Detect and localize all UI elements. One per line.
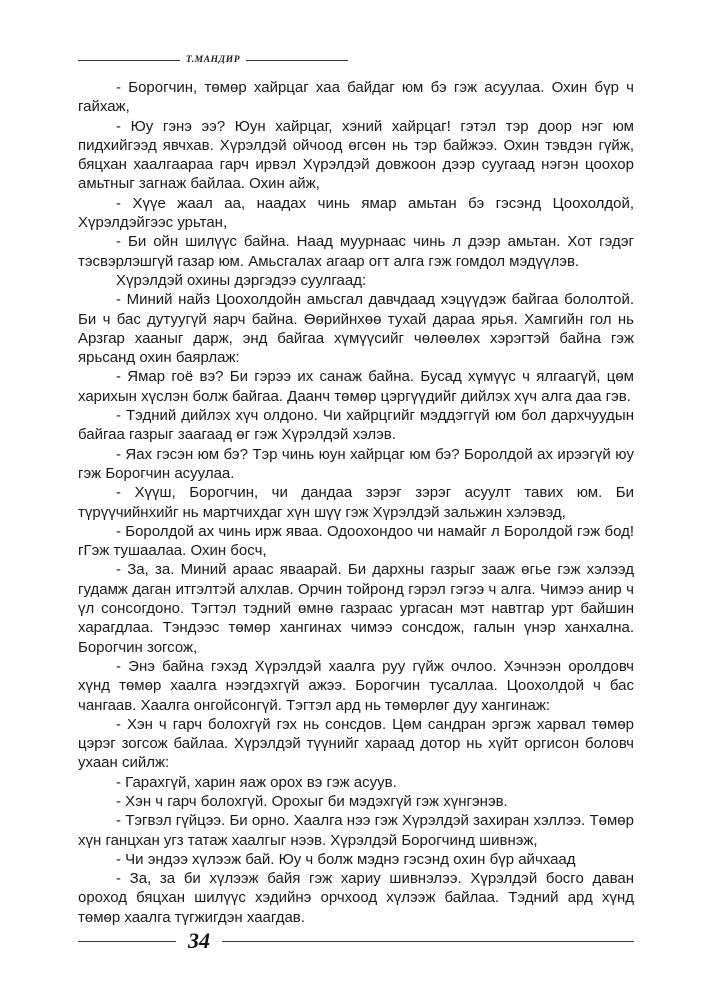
paragraph: Хүрэлдэй охины дэргэдээ суулгаад: (116, 271, 367, 289)
footer-rule-left (78, 941, 176, 942)
header-author: Т.МАНДИР (185, 55, 241, 65)
paragraph: - За, за. Миний араас яваарай. Би дархны газрыг зааж өгье гэж хэлээд гудамж даган итгэлтэй алхлав. Орчин тойронд гэрэл гэгээ ч алга. Чимээ анир ч үл сонсогдоно. Тэгтэл тэдний өмнө газраас ургасан мэт навтгар урт байшин харагдлаа. Тэндээс төмөр хангинах чимээ сонсдож, галын үнэр ханхална. Борогчин зогсож, (78, 561, 634, 656)
paragraph: - Юу гэнэ ээ? Юун хайрцаг, хэний хайрцаг! гэтэл тэр доор нэг юм пидхийгээд явчхав. Хүрэлдэй ойчоод өгсөн нь тэр байжээ. Охин тэвдэн гүйж, бяцхан хаалгаараа гарч ирвэл Хүрэлдэй довжоон дээр суугаад нэгэн цоохор амьтныг загнаж байлаа. Охин айж, (78, 117, 634, 193)
header-rule-left (78, 60, 180, 61)
paragraph: - Гарахгүй, харин яаж орох вэ гэж асуув. (116, 773, 397, 791)
paragraph: - Хүүе жаал аа, наадах чинь ямар амьтан бэ гэсэнд Цоохолдой, Хүрэлдэйгээс урьтан, (78, 194, 634, 232)
paragraph: - Боролдой ах чинь ирж яваа. Одоохондоо чи намайг л Боролдой гэж бод! гГэж тушаалаа. Охин босч, (78, 522, 634, 560)
paragraph: - Тэгвэл гүйцээ. Би орно. Хаалга нээ гэж Хүрэлдэй захиран хэллээ. Төмөр хүн ганцхан угз татаж хаалгыг нээв. Хүрэлдэй Борогчинд шивнэж, (78, 812, 634, 849)
running-header (78, 52, 348, 68)
paragraph: - Миний найз Цоохолдойн амьсгал давчдаад хэцүүдэж байгаа бололтой. Би ч бас дутуугүй яарч байна. Өөрийнхөө тухай дараа ярья. Хамгийн гол нь Арзгар хааныг дарж, энд байгаа хүмүүсийг чөлөөлөх хэрэгтэй байна гэж ярьсанд охин баярлаж: (78, 291, 634, 367)
paragraph: - Хэн ч гарч болохгүй. Орохыг би мэдэхгүй гэж хүнгэнэв. (116, 792, 508, 810)
paragraph: - Би ойн шилүүс байна. Наад муурнаас чинь л дээр амьтан. Хот гэдэг тэсвэрлэшгүй газар юм. Амьсгалах агаар огт алга гэж гомдол мэдүүлэв. (78, 233, 634, 270)
paragraph: - Хүүш, Борогчин, чи дандаа зэрэг зэрэг асуулт тавих юм. Би түрүүчийнхийг нь мартчихдаг хүн шүү гэж Хүрэлдэй зальжин хэлэвэд, (78, 484, 634, 521)
header-rule-right (246, 60, 348, 61)
paragraph: - Чи эндээ хүлээж бай. Юу ч болж мэднэ гэсэнд охин бүр айчхаад (116, 850, 576, 868)
paragraph: - Хэн ч гарч болохгүй гэх нь сонсдов. Цөм сандран эргэж харвал төмөр цэрэг зогсож байлаа. Хүрэлдэй түүнийг хараад дотор нь хүйт оргисон боловч ухаан сийлж: (78, 715, 634, 772)
paragraph: - Ямар гоё вэ? Би гэрээ их санаж байна. Бусад хүмүүс ч ялгаагүй, цөм харихын хүслэн болж байгаа. Даанч төмөр цэргүүдийг дийлэх хүч алга даа гэв. (78, 368, 634, 405)
paragraph: - Тэдний дийлэх хүч олдоно. Чи хайрцгийг мэддэггүй юм бол дархчуудын байгаа газрыг заагаад өг гэж Хүрэлдэй хэлэв. (78, 407, 634, 444)
body-text (78, 78, 634, 927)
page-footer (78, 928, 634, 954)
paragraph: - Борогчин, төмөр хайрцаг хаа байдаг юм бэ гэж асуулаа. Охин бүр ч гайхаж, (78, 79, 634, 116)
paragraph: - За, за би хүлээж байя гэж хариу шивнэлээ. Хүрэлдэй босго даван ороход бяцхан шилүүс хэдийнэ орчхоод хүлээж байлаа. Тэдний ард хүнд төмөр хаалга түгжигдэн хаагдав. (78, 870, 634, 926)
paragraph: - Энэ байна гэхэд Хүрэлдэй хаалга руу гүйж очлоо. Хэчнээн оролдовч хүнд төмөр хаалга нээгдэхгүй ажээ. Борогчин тусаллаа. Цоохолдой ч бас чангаав. Хаалга онгойсонгүй. Тэгтэл ард нь төмөрлөг дуу хангинаж: (78, 657, 634, 714)
page-number: 34 (188, 928, 210, 953)
paragraph: - Яах гэсэн юм бэ? Тэр чинь юун хайрцаг юм бэ? Боролдой ах ирээгүй юу гэж Борогчин асуулаа. (78, 445, 634, 482)
footer-rule-right (222, 941, 634, 942)
